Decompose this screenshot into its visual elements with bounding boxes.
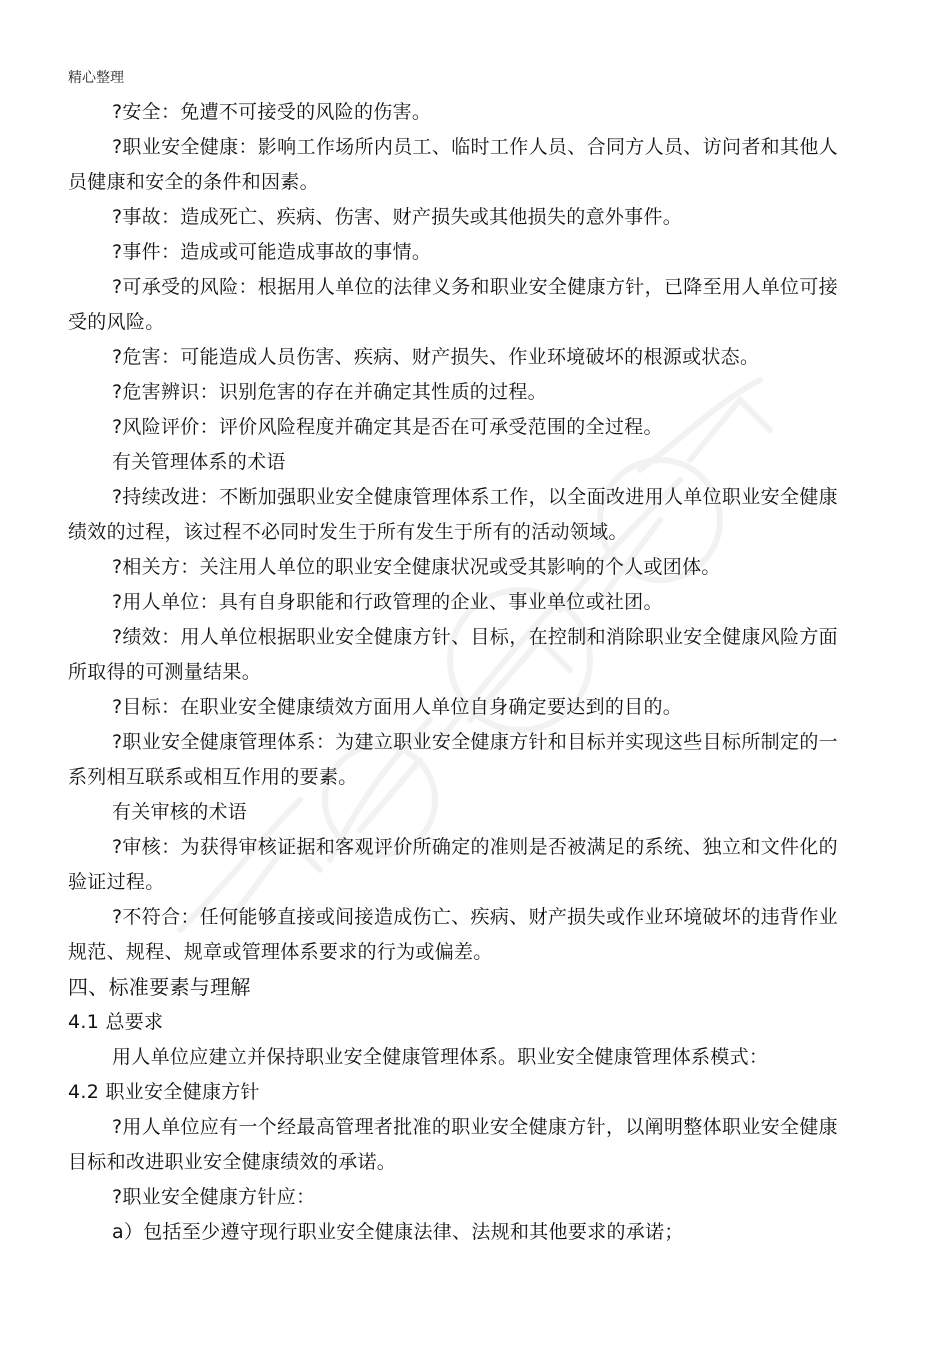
section-heading-4-2: 4.2 职业安全健康方针 <box>68 1081 260 1103</box>
term-safety: ?安全：免遭不可接受的风险的伤害。 <box>112 101 432 123</box>
subheading-audit-terms: 有关审核的术语 <box>112 801 248 823</box>
section-heading-4: 四、标准要素与理解 <box>68 975 251 999</box>
term-nonconformance: ?不符合：任何能够直接或间接造成伤亡、疾病、财产损失或作业环境破坏的违背作业规范、规程、规章或管理体系要求的行为或偏差。 <box>68 906 838 963</box>
term-occupational-safety-health: ?职业安全健康：影响工作场所内员工、临时工作人员、合同方人员、访问者和其他人员健康和安全的条件和因素。 <box>68 136 838 193</box>
paragraph-general-requirements: 用人单位应建立并保持职业安全健康管理体系。职业安全健康管理体系模式： <box>112 1046 769 1068</box>
term-audit: ?审核：为获得审核证据和客观评价所确定的准则是否被满足的系统、独立和文件化的验证过程。 <box>68 836 838 893</box>
page-header-label: 精心整理 <box>68 70 124 86</box>
paragraph-policy-should: ?职业安全健康方针应： <box>112 1186 316 1208</box>
term-accident: ?事故：造成死亡、疾病、伤害、财产损失或其他损失的意外事件。 <box>112 206 683 228</box>
term-tolerable-risk: ?可承受的风险：根据用人单位的法律义务和职业安全健康方针，已降至用人单位可接受的风险。 <box>68 276 838 333</box>
term-performance: ?绩效：用人单位根据职业安全健康方针、目标，在控制和消除职业安全健康风险方面所取得的可测量结果。 <box>68 626 838 683</box>
term-hazard-identification: ?危害辨识：识别危害的存在并确定其性质的过程。 <box>112 381 547 403</box>
term-interested-party: ?相关方：关注用人单位的职业安全健康状况或受其影响的个人或团体。 <box>112 556 721 578</box>
term-continual-improvement: ?持续改进：不断加强职业安全健康管理体系工作，以全面改进用人单位职业安全健康绩效的过程，该过程不必同时发生于所有发生于所有的活动领域。 <box>68 486 838 543</box>
term-hazard: ?危害：可能造成人员伤害、疾病、财产损失、作业环境破坏的根源或状态。 <box>112 346 760 368</box>
term-risk-assessment: ?风险评价：评价风险程度并确定其是否在可承受范围的全过程。 <box>112 416 663 438</box>
term-objective: ?目标：在职业安全健康绩效方面用人单位自身确定要达到的目的。 <box>112 696 683 718</box>
section-heading-4-1: 4.1 总要求 <box>68 1011 164 1033</box>
term-management-system: ?职业安全健康管理体系：为建立职业安全健康方针和目标并实现这些目标所制定的一系列相互联系或相互作用的要素。 <box>68 731 838 788</box>
term-employer-unit: ?用人单位：具有自身职能和行政管理的企业、事业单位或社团。 <box>112 591 663 613</box>
list-item-a: a）包括至少遵守现行职业安全健康法律、法规和其他要求的承诺； <box>112 1221 684 1243</box>
subheading-management-system-terms: 有关管理体系的术语 <box>112 451 286 473</box>
paragraph-policy-approval: ?用人单位应有一个经最高管理者批准的职业安全健康方针，以阐明整体职业安全健康目标和改进职业安全健康绩效的承诺。 <box>68 1116 838 1173</box>
term-incident: ?事件：造成或可能造成事故的事情。 <box>112 241 432 263</box>
document-body <box>68 95 838 1250</box>
